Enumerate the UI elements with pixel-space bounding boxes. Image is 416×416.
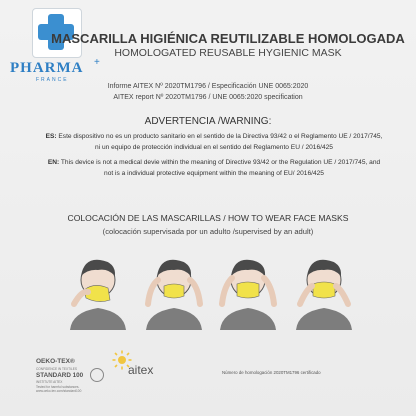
mask-instructions-illustration [60, 250, 360, 330]
warning-en-paragraph [44, 158, 384, 179]
warning-heading: ADVERTENCIA /WARNING: [144, 116, 272, 127]
logo-brand: PHARMA [10, 60, 84, 76]
oeko-line2: CONFIDENCE IN TEXTILES [36, 367, 78, 371]
warning-en-text: This device is not a medical devie within the meaning of Directive 93/42 or the Regulation UE / 2017/745, and not is a individual protective equipment within the meaning of EU/ 2016/425 [60, 159, 381, 177]
warning-es-paragraph [44, 132, 384, 153]
logo-plus: + [94, 57, 100, 68]
report-en: AITEX report Nº 2020TM1796 / UNE 0065:2020 specification [113, 94, 303, 101]
page-subtitle: HOMOLOGATED REUSABLE HYGIENIC MASK [114, 47, 342, 59]
page-title: MASCARILLA HIGIÉNICA REUTILIZABLE HOMOLOGADA [51, 31, 405, 46]
oeko-standard: STANDARD 100 [36, 372, 84, 379]
oeko-tex-certification [36, 358, 104, 392]
oeko-badge-icon [90, 368, 104, 382]
warning-es-label: ES: [45, 133, 57, 140]
step-4-figure [296, 260, 352, 330]
step-2-figure [146, 260, 202, 330]
warning-en-label: EN: [47, 159, 60, 166]
oeko-line4: INSTITUTE AITEX [36, 380, 63, 384]
aitex-wordmark: aitex [128, 363, 154, 377]
step-1-figure [70, 260, 126, 330]
warning-es-text: Este dispositivo no es un producto sanitario en el sentido de la Directiva 93/42 o el Reglamento UE / 2017/745, ni un equipo de protección individual en el sentido del Reglamento EU / 2016/425 [58, 133, 383, 151]
step-3-figure [220, 260, 276, 330]
howto-note: (colocación supervisada por un adulto /supervised by an adult) [102, 227, 314, 236]
howto-heading: COLOCACIÓN DE LAS MASCARILLAS / HOW TO WEAR FACE MASKS [67, 213, 349, 223]
logo-country: FRANCE [36, 77, 69, 83]
report-es: Informe AITEX Nº 2020TM1796 / Especificación UNE 0065:2020 [107, 83, 309, 90]
aitex-logo [112, 350, 172, 390]
oeko-line5: Tested for harmful substances. [36, 385, 80, 389]
oeko-name: OEKO-TEX® [36, 358, 75, 365]
homologation-number: Número de homologación 2020TM1796 certificado [222, 370, 321, 375]
oeko-line6: www.oeko-tex.com/standard100 [36, 389, 82, 393]
